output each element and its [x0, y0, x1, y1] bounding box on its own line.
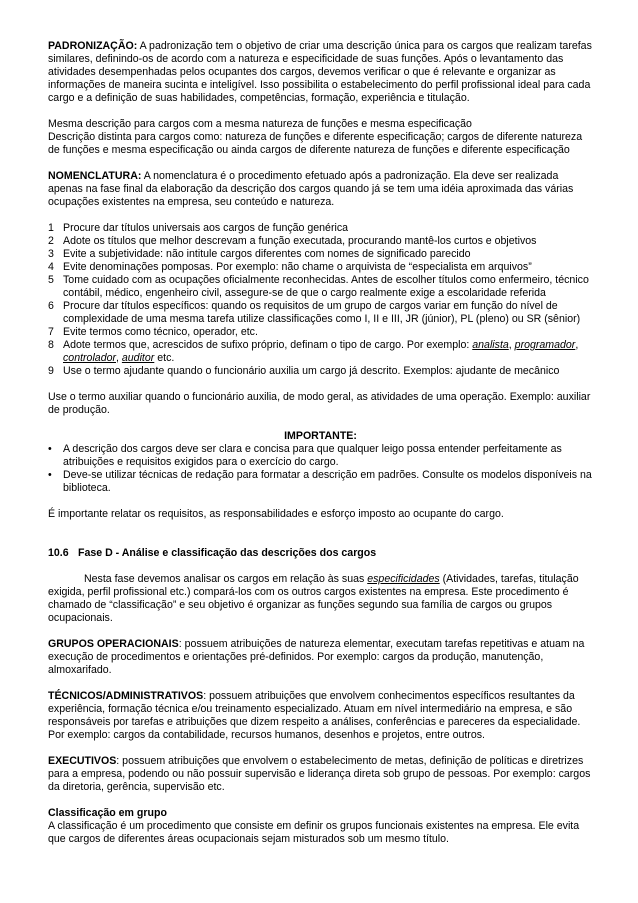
rule-text: Evite denominações pomposas. Por exemplo: não chame o arquivista de “especialista em arquivos”: [63, 261, 532, 273]
list-item: [48, 326, 593, 339]
group-text: : possuem atribuições que envolvem conhecimentos específicos resultantes da experiência, formação técnica e/ou treinamento especializado. Atuam em nível intermediário na empresa, e são responsáveis por tarefas e atribuições que dizem respeito a análises, conferências e pareceres da especialidade. Por exemplo: cargos da contabilidade, recursos humanos, desenhos e projetos, entre outros.: [48, 690, 581, 741]
padronizacao-paragraph: [48, 40, 593, 105]
rule-text: Procure dar títulos específicos: quando os requisitos de um grupo de cargos variar em função do nível de complexidade de uma mesma tarefa utilize classificações como I, II e III, JR (júnior), PL (pleno) ou SR (sênior): [63, 300, 581, 325]
rule-number: 7: [48, 326, 54, 338]
list-item: [48, 261, 593, 274]
descricao-line-1: Mesma descrição para cargos com a mesma natureza de funções e mesma especificação: [48, 118, 472, 130]
nomenclatura-paragraph: [48, 170, 593, 209]
fase-d-post: (Atividades, tarefas, titulação exigida, perfil profissional etc.) compará-los com os outros cargos existentes na empresa. Este procedimento é chamado de “classificação” e seu objetivo é organizar as funções segundo sua família de cargos ou grupos ocupacionais.: [48, 573, 579, 624]
section-heading: [48, 547, 593, 560]
descricoes-block: [48, 118, 593, 157]
group-label: GRUPOS OPERACIONAIS: [48, 638, 179, 650]
rule-text: Tome cuidado com as ocupações oficialmente reconhecidas. Antes de escolher títulos como enfermeiro, técnico contábil, médico, engenheiro civil, assegure-se de que o cargo realmente exige a escolaridade referida: [63, 274, 589, 299]
list-item: [48, 248, 593, 261]
classificacao-heading: Classificação em grupo: [48, 807, 167, 819]
bullet-text: A descrição dos cargos deve ser clara e concisa para que qualquer leigo possa entender perfeitamente as atribuições e requisitos exigidos para o exercício do cargo.: [63, 443, 562, 468]
descricao-line-2: Descrição distinta para cargos como: natureza de funções e diferente especificação; cargos de diferente natureza de funções e mesma especificação ou ainda cargos de diferente natureza de funções e diferente especificação: [48, 131, 583, 156]
document-page: [48, 40, 593, 846]
rule-number: 5: [48, 274, 54, 286]
grupos-operacionais-paragraph: [48, 638, 593, 677]
example-controlador: controlador: [63, 352, 116, 364]
bullet-icon: •: [48, 469, 52, 481]
rule-text: Evite termos como técnico, operador, etc.: [63, 326, 258, 338]
example-programador: programador: [514, 339, 576, 351]
list-item: [48, 300, 593, 326]
list-item: [48, 365, 593, 378]
list-item: [48, 222, 593, 235]
rule-number: 2: [48, 235, 54, 247]
separator: ,: [508, 339, 515, 351]
rule-text: Adote os títulos que melhor descrevam a função executada, procurando mantê-los curtos e objetivos: [63, 235, 537, 247]
rule-number: 1: [48, 222, 54, 234]
rule-8-end: etc.: [154, 352, 175, 364]
group-text: : possuem atribuições de natureza elementar, executam tarefas repetitivas e atuam na execução de procedimentos e orientações pré-definidos. Por exemplo: cargos da produção, manutenção, almoxarifado.: [48, 638, 585, 676]
example-analista: analista: [472, 339, 509, 351]
separator: ,: [575, 339, 579, 351]
section-number: 10.6: [48, 547, 69, 559]
rule-text: Use o termo ajudante quando o funcionário auxilia um cargo já descrito. Exemplos: ajudante de mecânico: [63, 365, 560, 377]
auxiliar-paragraph: Use o termo auxiliar quando o funcionário auxilia, de modo geral, as atividades de uma operação. Exemplo: auxiliar de produção.: [48, 391, 591, 416]
list-item: [48, 274, 593, 300]
list-item: [48, 443, 593, 469]
rule-number: 9: [48, 365, 54, 377]
group-label: TÉCNICOS/ADMINISTRATIVOS: [48, 690, 204, 702]
rule-number: 3: [48, 248, 54, 260]
bullet-text: Deve-se utilizar técnicas de redação para formatar a descrição em padrões. Consulte os modelos disponíveis na biblioteca.: [63, 469, 592, 494]
section-title: Fase D - Análise e classificação das descrições dos cargos: [78, 547, 377, 559]
rules-list: [48, 222, 593, 378]
classificacao-text: A classificação é um procedimento que consiste em definir os grupos funcionais existentes na empresa. Ele evita que cargos de diferentes áreas ocupacionais sejam misturados sob um mesmo título.: [48, 820, 580, 845]
rule-text: [63, 339, 593, 365]
fase-d-emphasis: especificidades: [367, 573, 440, 585]
separator: ,: [116, 352, 122, 364]
rule-8-text: Adote termos que, acrescidos de sufixo próprio, definam o tipo de cargo. Por exemplo:: [63, 339, 473, 351]
bullet-icon: •: [48, 443, 52, 455]
list-item: [48, 339, 593, 365]
importante-list: [48, 443, 593, 495]
group-text: : possuem atribuições que envolvem o estabelecimento de metas, definição de políticas e diretrizes para a empresa, podendo ou não possuir supervisão e liderança direta sob grupo de pessoas. Por exemplo: cargos da diretoria, gerência, supervisão etc.: [48, 755, 591, 793]
rule-number: 6: [48, 300, 54, 312]
relatar-paragraph: É importante relatar os requisitos, as responsabilidades e esforço imposto ao ocupante do cargo.: [48, 508, 504, 520]
rule-number: 4: [48, 261, 54, 273]
nomenclatura-label: NOMENCLATURA:: [48, 170, 142, 182]
list-item: [48, 235, 593, 248]
fase-d-pre: Nesta fase devemos analisar os cargos em relação às suas: [84, 573, 368, 585]
nomenclatura-text: A nomenclatura é o procedimento efetuado após a padronização. Ela deve ser realizada apenas na fase final da elaboração da descrição dos cargos quando já se tem uma idéia aproximada das várias ocupações existentes na empresa, seu conteúdo e natureza.: [48, 170, 574, 208]
fase-d-paragraph: [48, 573, 593, 625]
importante-heading: IMPORTANTE:: [284, 430, 357, 442]
tecnicos-administrativos-paragraph: [48, 690, 593, 742]
padronizacao-text: A padronização tem o objetivo de criar uma descrição única para os cargos que realizam tarefas similares, definindo-os de acordo com a natureza e especificidade de suas funções. Após o levantamento das atividades desempenhadas pelos ocupantes dos cargos, devemos verificar o que é relevante e organizar as informações de maneira sucinta e inteligível. Isso possibilita o estabelecimento do perfil profissional ideal para cada cargo e a definição de suas habilidades, competências, formação, experiência e titulação.: [48, 40, 592, 104]
group-label: EXECUTIVOS: [48, 755, 117, 767]
list-item: [48, 469, 593, 495]
example-auditor: auditor: [121, 352, 155, 364]
rule-text: Procure dar títulos universais aos cargos de função genérica: [63, 222, 349, 234]
padronizacao-label: PADRONIZAÇÃO:: [48, 40, 138, 52]
rule-text: Evite a subjetividade: não intitule cargos diferentes com nomes de significado parecido: [63, 248, 471, 260]
executivos-paragraph: [48, 755, 593, 794]
classificacao-block: [48, 807, 593, 846]
rule-number: 8: [48, 339, 54, 351]
